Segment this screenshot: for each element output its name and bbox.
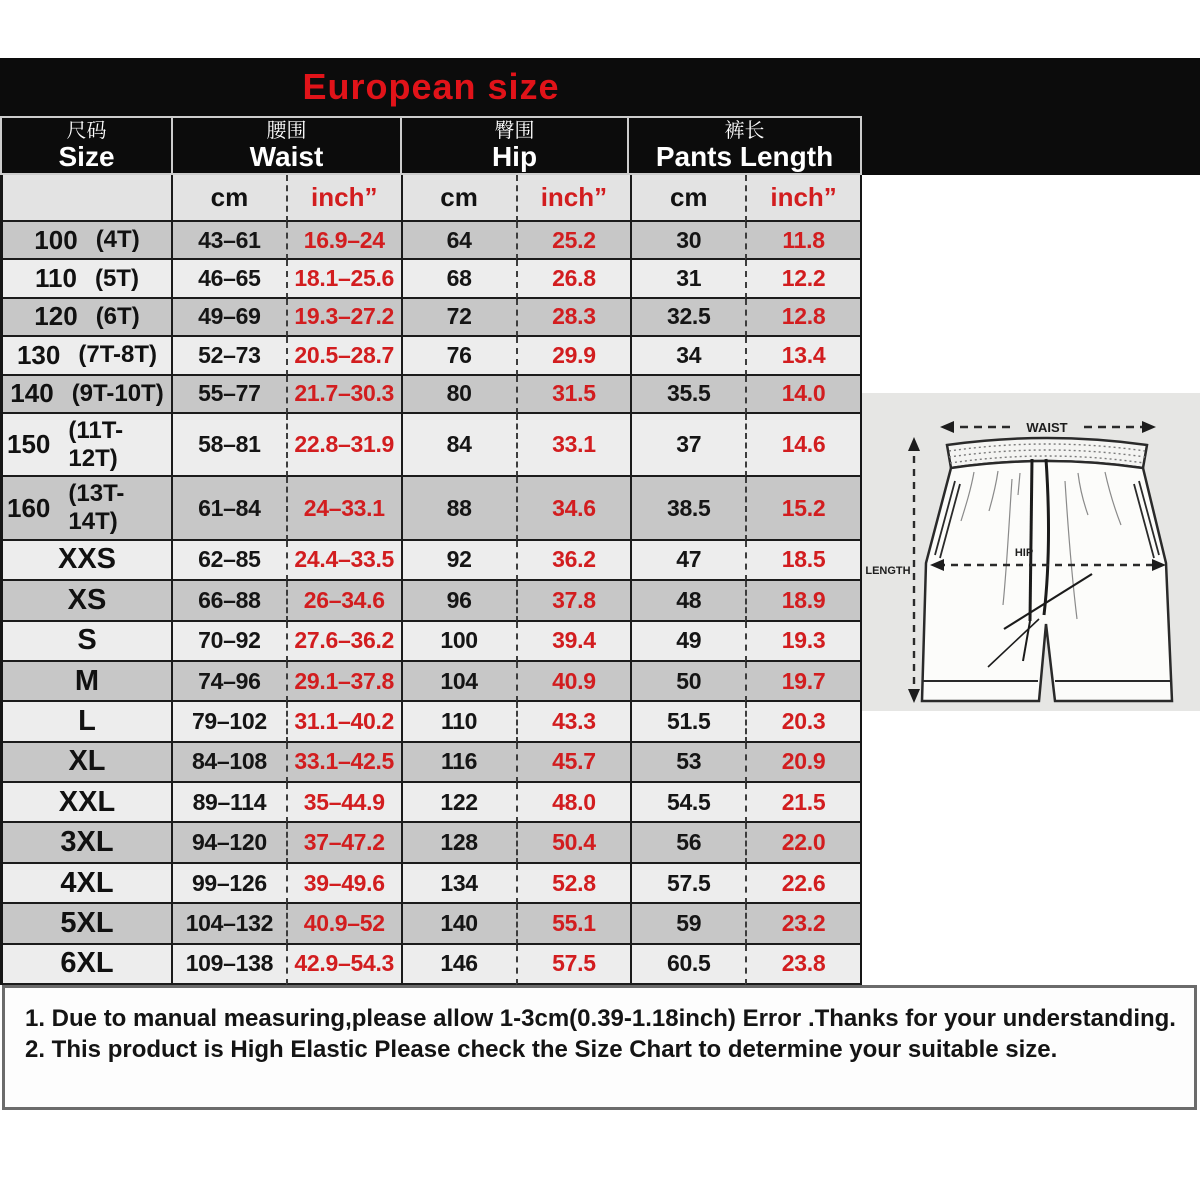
size-cell: S (3, 622, 171, 662)
waist-arrowhead-left (940, 421, 954, 433)
len-in-cell: 22.6 (745, 864, 860, 904)
header-waist-en: Waist (249, 140, 324, 172)
len-in-cell: 12.2 (745, 260, 860, 298)
hip-in-cell: 48.0 (516, 783, 631, 823)
waist-cm-cell: 74–96 (171, 662, 286, 702)
len-in-cell: 14.6 (745, 414, 860, 477)
hip-cm-cell: 84 (401, 414, 516, 477)
waist-in-cell: 20.5–28.7 (286, 337, 401, 375)
len-cm-cell: 34 (630, 337, 745, 375)
header-pants-length-zh: 裤长 (724, 119, 765, 142)
size-cell: XL (3, 743, 171, 783)
table-row (3, 743, 860, 783)
waist-cm-cell: 62–85 (171, 541, 286, 581)
waist-cm-cell: 66–88 (171, 581, 286, 621)
waist-cm-cell: 70–92 (171, 622, 286, 662)
hip-in-cell: 40.9 (516, 662, 631, 702)
len-cm-cell: 35.5 (630, 376, 745, 414)
len-in-cell: 15.2 (745, 477, 860, 540)
len-in-cell: 21.5 (745, 783, 860, 823)
length-inch-unit: inch” (745, 175, 860, 222)
table-row (3, 581, 860, 621)
header-size-en: Size (58, 140, 115, 172)
header-pants-length-en: Pants Length (655, 140, 834, 172)
header-hip-zh: 臀围 (494, 119, 535, 142)
len-in-cell: 23.8 (745, 945, 860, 985)
len-cm-cell: 48 (630, 581, 745, 621)
hip-in-cell: 52.8 (516, 864, 631, 904)
hip-cm-cell: 80 (401, 376, 516, 414)
unit-blank-cell (3, 175, 171, 222)
hip-cm-cell: 92 (401, 541, 516, 581)
size-cell: 160 (13T-14T) (3, 477, 171, 540)
waist-cm-cell: 84–108 (171, 743, 286, 783)
size-cell: 150 (11T-12T) (3, 414, 171, 477)
size-cell: M (3, 662, 171, 702)
hip-in-cell: 50.4 (516, 823, 631, 863)
waist-in-cell: 24.4–33.5 (286, 541, 401, 581)
waist-in-cell: 19.3–27.2 (286, 299, 401, 337)
hip-in-cell: 43.3 (516, 702, 631, 742)
length-label: LENGTH (865, 565, 911, 577)
waist-in-cell: 42.9–54.3 (286, 945, 401, 985)
hip-cm-cell: 88 (401, 477, 516, 540)
size-cell: XXS (3, 541, 171, 581)
header-size (0, 116, 171, 175)
table-row (3, 376, 860, 414)
column-group-headers (0, 116, 862, 175)
footnote-1: 1. Due to manual measuring,please allow 1-3cm(0.39-1.18inch) Error .Thanks for your understanding. (25, 1005, 1176, 1032)
waist-cm-cell: 89–114 (171, 783, 286, 823)
length-arrowhead-top (908, 437, 920, 451)
len-cm-cell: 49 (630, 622, 745, 662)
waist-cm-unit: cm (171, 175, 286, 222)
footnotes-box (2, 985, 1197, 1110)
len-cm-cell: 56 (630, 823, 745, 863)
size-cell: 110 (5T) (3, 260, 171, 298)
waist-in-cell: 39–49.6 (286, 864, 401, 904)
table-row (3, 702, 860, 742)
len-in-cell: 14.0 (745, 376, 860, 414)
waist-cm-cell: 61–84 (171, 477, 286, 540)
waist-in-cell: 29.1–37.8 (286, 662, 401, 702)
hip-cm-cell: 122 (401, 783, 516, 823)
len-cm-cell: 30 (630, 222, 745, 260)
waist-in-cell: 37–47.2 (286, 823, 401, 863)
waist-in-cell: 16.9–24 (286, 222, 401, 260)
waist-cm-cell: 52–73 (171, 337, 286, 375)
hip-in-cell: 26.8 (516, 260, 631, 298)
waist-in-cell: 40.9–52 (286, 904, 401, 944)
table-row (3, 945, 860, 985)
waist-in-cell: 31.1–40.2 (286, 702, 401, 742)
table-row (3, 541, 860, 581)
size-table (0, 175, 862, 985)
waist-in-cell: 33.1–42.5 (286, 743, 401, 783)
waist-in-cell: 27.6–36.2 (286, 622, 401, 662)
header-waist (171, 116, 400, 175)
header-hip (400, 116, 627, 175)
len-in-cell: 19.3 (745, 622, 860, 662)
len-cm-cell: 57.5 (630, 864, 745, 904)
waist-in-cell: 24–33.1 (286, 477, 401, 540)
len-cm-cell: 32.5 (630, 299, 745, 337)
size-cell: 6XL (3, 945, 171, 985)
hip-in-cell: 34.6 (516, 477, 631, 540)
waist-inch-unit: inch” (286, 175, 401, 222)
shorts-line-drawing (862, 393, 1200, 711)
hip-in-cell: 25.2 (516, 222, 631, 260)
header-size-zh: 尺码 (66, 119, 107, 142)
waist-in-cell: 18.1–25.6 (286, 260, 401, 298)
waist-in-cell: 26–34.6 (286, 581, 401, 621)
hip-in-cell: 37.8 (516, 581, 631, 621)
table-row (3, 864, 860, 904)
table-row (3, 622, 860, 662)
hip-in-cell: 55.1 (516, 904, 631, 944)
table-row (3, 337, 860, 375)
hip-in-cell: 33.1 (516, 414, 631, 477)
size-cell: XS (3, 581, 171, 621)
len-in-cell: 18.5 (745, 541, 860, 581)
table-row (3, 783, 860, 823)
len-cm-cell: 37 (630, 414, 745, 477)
hip-cm-cell: 128 (401, 823, 516, 863)
hip-cm-cell: 146 (401, 945, 516, 985)
table-header-bar (0, 58, 1200, 175)
size-cell: 100 (4T) (3, 222, 171, 260)
waist-cm-cell: 109–138 (171, 945, 286, 985)
waist-label: WAIST (1026, 420, 1068, 435)
hip-inch-unit: inch” (516, 175, 631, 222)
len-cm-cell: 53 (630, 743, 745, 783)
len-in-cell: 18.9 (745, 581, 860, 621)
len-cm-cell: 60.5 (630, 945, 745, 985)
table-row (3, 662, 860, 702)
waist-cm-cell: 46–65 (171, 260, 286, 298)
length-arrowhead-bottom (908, 689, 920, 703)
table-row (3, 904, 860, 944)
len-in-cell: 11.8 (745, 222, 860, 260)
len-cm-cell: 59 (630, 904, 745, 944)
len-in-cell: 22.0 (745, 823, 860, 863)
header-hip-en: Hip (491, 140, 538, 172)
len-in-cell: 19.7 (745, 662, 860, 702)
size-cell: XXL (3, 783, 171, 823)
waist-in-cell: 22.8–31.9 (286, 414, 401, 477)
len-in-cell: 20.9 (745, 743, 860, 783)
header-pants-length (627, 116, 862, 175)
len-cm-cell: 54.5 (630, 783, 745, 823)
waist-cm-cell: 99–126 (171, 864, 286, 904)
table-row (3, 414, 860, 477)
hip-cm-cell: 116 (401, 743, 516, 783)
hip-cm-cell: 72 (401, 299, 516, 337)
hip-cm-cell: 64 (401, 222, 516, 260)
hip-in-cell: 45.7 (516, 743, 631, 783)
size-cell: 5XL (3, 904, 171, 944)
waist-cm-cell: 55–77 (171, 376, 286, 414)
hip-in-cell: 29.9 (516, 337, 631, 375)
hip-cm-cell: 134 (401, 864, 516, 904)
len-in-cell: 23.2 (745, 904, 860, 944)
hip-in-cell: 39.4 (516, 622, 631, 662)
waist-cm-cell: 104–132 (171, 904, 286, 944)
len-cm-cell: 31 (630, 260, 745, 298)
size-cell: 140 (9T-10T) (3, 376, 171, 414)
waist-cm-cell: 94–120 (171, 823, 286, 863)
waist-cm-cell: 58–81 (171, 414, 286, 477)
header-waist-zh: 腰围 (266, 119, 307, 142)
table-row (3, 823, 860, 863)
hip-cm-cell: 68 (401, 260, 516, 298)
hip-cm-cell: 140 (401, 904, 516, 944)
size-cell: 3XL (3, 823, 171, 863)
hip-in-cell: 31.5 (516, 376, 631, 414)
table-row (3, 477, 860, 540)
waist-in-cell: 21.7–30.3 (286, 376, 401, 414)
len-in-cell: 12.8 (745, 299, 860, 337)
size-cell: 120 (6T) (3, 299, 171, 337)
footnote-2: 2. This product is High Elastic Please check the Size Chart to determine your suitable size. (25, 1036, 1058, 1063)
hip-cm-cell: 76 (401, 337, 516, 375)
unit-header-row (3, 175, 860, 222)
waist-cm-cell: 43–61 (171, 222, 286, 260)
table-row (3, 299, 860, 337)
hip-cm-cell: 100 (401, 622, 516, 662)
hip-in-cell: 28.3 (516, 299, 631, 337)
page-title: European size (302, 66, 560, 107)
hip-in-cell: 57.5 (516, 945, 631, 985)
len-cm-cell: 38.5 (630, 477, 745, 540)
len-in-cell: 13.4 (745, 337, 860, 375)
waist-cm-cell: 79–102 (171, 702, 286, 742)
waist-arrowhead-right (1142, 421, 1156, 433)
len-cm-cell: 50 (630, 662, 745, 702)
shorts-measurement-diagram (862, 393, 1200, 711)
hip-cm-cell: 110 (401, 702, 516, 742)
hip-label: HIP (1014, 547, 1034, 559)
size-cell: 4XL (3, 864, 171, 904)
length-cm-unit: cm (630, 175, 745, 222)
hip-cm-cell: 96 (401, 581, 516, 621)
len-cm-cell: 51.5 (630, 702, 745, 742)
len-cm-cell: 47 (630, 541, 745, 581)
hip-in-cell: 36.2 (516, 541, 631, 581)
table-row (3, 222, 860, 260)
table-row (3, 260, 860, 298)
waist-in-cell: 35–44.9 (286, 783, 401, 823)
size-cell: 130 (7T-8T) (3, 337, 171, 375)
waist-cm-cell: 49–69 (171, 299, 286, 337)
hip-cm-unit: cm (401, 175, 516, 222)
len-in-cell: 20.3 (745, 702, 860, 742)
size-cell: L (3, 702, 171, 742)
hip-cm-cell: 104 (401, 662, 516, 702)
